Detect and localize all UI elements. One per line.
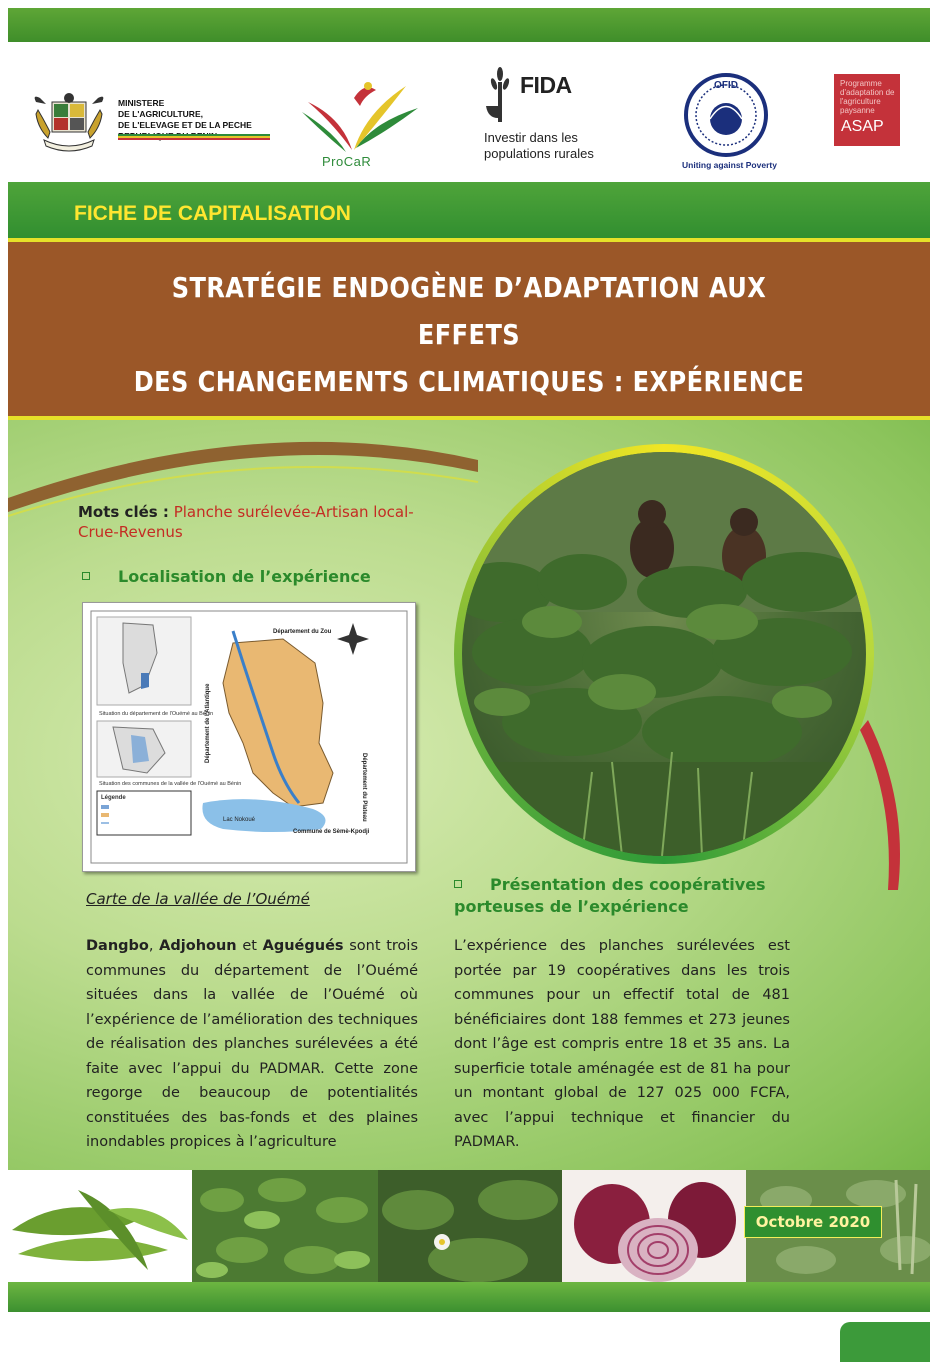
ministry-line-2: DE L'AGRICULTURE, bbox=[118, 109, 203, 119]
localisation-paragraph bbox=[86, 934, 418, 1155]
section-heading-localisation bbox=[82, 566, 371, 588]
fida-logo bbox=[484, 66, 634, 166]
content-area bbox=[8, 420, 930, 1170]
title-line-2: DES CHANGEMENTS CLIMATIQUES : EXPÉRIENCE bbox=[133, 365, 805, 398]
ministry-line-1: MINISTERE bbox=[118, 98, 165, 108]
globe-icon bbox=[676, 72, 776, 158]
title-line-1: STRATÉGIE ENDOGÈNE D’ADAPTATION AUX EFFETS bbox=[171, 271, 767, 351]
keywords-label: Mots clés : bbox=[78, 503, 169, 521]
text-run: , bbox=[148, 938, 160, 954]
procar-label: ProCaR bbox=[322, 154, 372, 169]
commune-dangbo: Dangbo bbox=[86, 938, 149, 954]
next-page-preview bbox=[8, 1320, 930, 1362]
ofid-badge-text: OFID bbox=[714, 80, 738, 91]
asap-acronym: ASAP bbox=[841, 118, 884, 135]
text-run: et bbox=[236, 938, 263, 954]
procar-emblem-icon bbox=[294, 72, 424, 156]
keywords bbox=[78, 502, 418, 542]
fida-name: FIDA bbox=[520, 72, 572, 98]
map-north-label: Département du Zou bbox=[273, 629, 332, 635]
asap-logo bbox=[834, 74, 900, 146]
bullet-icon bbox=[82, 572, 90, 580]
benin-coat-of-arms-icon bbox=[30, 92, 108, 158]
top-green-strip bbox=[8, 8, 930, 42]
document-page bbox=[8, 8, 930, 1312]
flower-plant-photo bbox=[378, 1170, 562, 1282]
commune-aguegues: Aguégués bbox=[262, 938, 344, 954]
section-heading-cooperatives bbox=[454, 874, 834, 918]
fiche-label: FICHE DE CAPITALISATION bbox=[74, 202, 351, 225]
ofid-logo bbox=[676, 72, 776, 172]
logo-band bbox=[8, 42, 930, 182]
section-heading-text: Présentation des coopératives porteuses de l’expérience bbox=[454, 875, 766, 916]
inset-caption-2: Situation des communes de la vallée de l'Ouémé au Bénin bbox=[99, 781, 242, 787]
commune-adjohoun: Adjohoun bbox=[159, 938, 237, 954]
fida-tagline: Investir dans les populations rurales bbox=[484, 130, 594, 161]
map-south-label: Commune de Sèmè-Kpodji bbox=[293, 829, 370, 835]
keywords-value: Planche surélevée-Artisan local-Crue-Revenus bbox=[78, 503, 414, 541]
title-band bbox=[8, 242, 930, 420]
flower-image bbox=[378, 1170, 562, 1282]
asap-description: Programme d'adaptation de l'agriculture paysanne bbox=[840, 79, 895, 115]
map-caption: Carte de la vallée de l’Ouémé bbox=[86, 890, 310, 908]
bottom-green-bar bbox=[8, 1282, 930, 1312]
map-east-label: Département du Plateau bbox=[361, 753, 367, 822]
lake-label: Lac Nokoué bbox=[223, 817, 256, 823]
greens-image bbox=[192, 1170, 378, 1282]
section-heading-text: Localisation de l’expérience bbox=[118, 567, 371, 586]
benin-ministry-logo bbox=[30, 86, 270, 166]
text-run: sont trois communes du département de l’Ouémé situées dans la vallée de l’Ouémé où l’expérience de l’amélioration des techniques de réalisation des planches surélevées a été faite avec l’appui du PADMAR. Cette zone regorge de beaucoup de potentialités constituées des bas-fonds et des plaines inondables propices à l’agriculture bbox=[86, 938, 418, 1150]
map-image bbox=[83, 603, 415, 871]
okra-image bbox=[8, 1170, 192, 1282]
okra-field-image bbox=[462, 452, 866, 856]
cooperatives-paragraph: L’expérience des planches surélevées est portée par 19 coopératives dans les trois communes pour un effectif total de 481 bénéficiaires dont 188 femmes et 273 jeunes dont l’âge est compris entre 18 et 35 ans. La superficie totale aménagée est de 81 ha pour un montant global de 127 025 000 FCFA, avec l’appui technique et financier du PADMAR. bbox=[454, 938, 790, 1150]
ofid-tagline: Uniting against Poverty bbox=[682, 160, 777, 170]
field-photo bbox=[462, 452, 866, 856]
legend-title: Légende bbox=[101, 795, 126, 801]
procar-logo bbox=[294, 72, 424, 172]
wheat-icon bbox=[484, 66, 518, 122]
ouemé-valley-map bbox=[82, 602, 416, 872]
leafy-greens-photo bbox=[192, 1170, 378, 1282]
map-west-label: Département de l'Atlantique bbox=[205, 683, 211, 763]
bullet-icon bbox=[454, 880, 462, 888]
ministry-line-3: DE L'ELEVAGE ET DE LA PECHE bbox=[118, 120, 252, 130]
onion-image bbox=[562, 1170, 746, 1282]
date-badge: Octobre 2020 bbox=[744, 1206, 882, 1238]
inset-caption-1: Situation du département de l'Ouémé au Bénin bbox=[99, 711, 214, 717]
onions-photo bbox=[562, 1170, 746, 1282]
next-page-green-tab bbox=[840, 1322, 930, 1362]
flag-bar-red bbox=[118, 138, 270, 140]
section-ribbon bbox=[8, 182, 930, 242]
okra-photo bbox=[8, 1170, 192, 1282]
